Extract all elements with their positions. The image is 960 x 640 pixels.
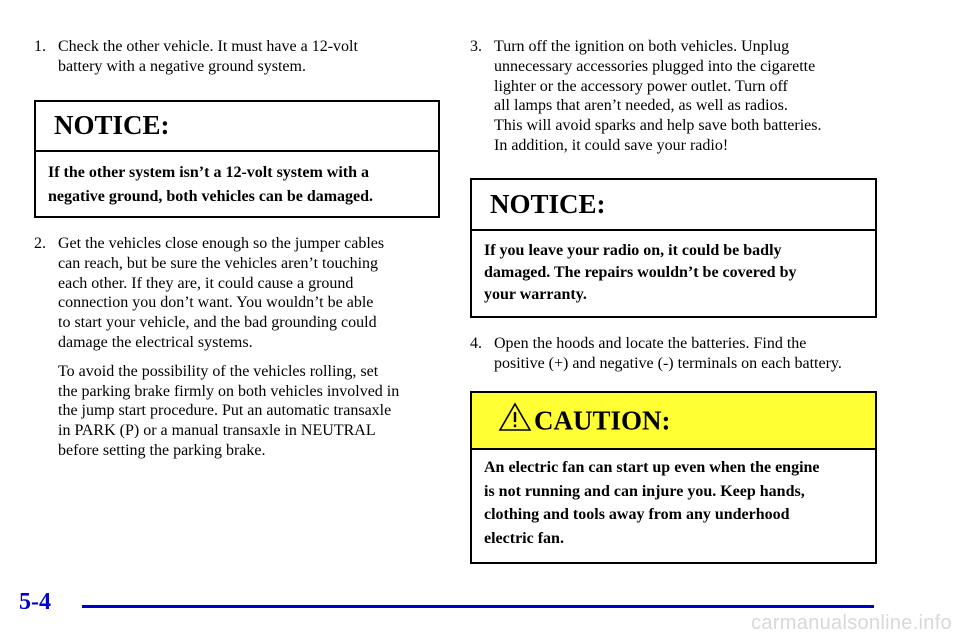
notice-text-line: negative ground, both vehicles can be damaged.	[48, 188, 374, 205]
caution-text-line: An electric fan can start up even when the engine	[484, 459, 820, 476]
footer-rule	[82, 605, 874, 608]
step-text-line: all lamps that aren’t needed, as well as radios.	[494, 97, 788, 115]
step-text-line: each other. If they are, it could cause a ground	[58, 274, 354, 292]
step-text-line: in PARK (P) or a manual transaxle in NEUTRAL	[58, 422, 376, 440]
caution-text	[472, 450, 875, 551]
step-2-paragraph-2	[58, 362, 444, 461]
step-text-line: In addition, it could save your radio!	[494, 136, 729, 154]
notice-text-line: damaged. The repairs wouldn’t be covered by	[484, 264, 797, 281]
caution-header	[472, 393, 875, 450]
notice-text-line: If you leave your radio on, it could be badly	[484, 242, 782, 259]
caution-text-line: clothing and tools away from any underhood	[484, 506, 790, 524]
caution-text-line: electric fan.	[484, 530, 564, 548]
step-text-line: can reach, but be sure the vehicles aren’t touching	[58, 254, 379, 272]
step-text-line: lighter or the accessory power outlet. Turn off	[494, 77, 788, 95]
notice-text-line: If the other system isn’t a 12-volt system with a	[48, 164, 369, 181]
step-4	[470, 334, 880, 374]
warning-triangle-icon	[498, 402, 532, 432]
step-text-line: Open the hoods and locate the batteries. Find the	[494, 335, 807, 352]
step-text-line: connection you don’t want. You wouldn’t be able	[58, 294, 374, 312]
step-text-line: Check the other vehicle. It must have a 12-volt	[58, 38, 358, 55]
caution-title: CAUTION:	[534, 405, 671, 435]
caution-text-line: is not running and can injure you. Keep hands,	[484, 482, 805, 500]
step-number: 3.	[470, 38, 482, 55]
step-text-line: To avoid the possibility of the vehicles rolling, set	[58, 362, 379, 380]
step-text-line: the parking brake firmly on both vehicles involved in	[58, 382, 400, 400]
notice-header	[472, 180, 875, 231]
step-text-line: positive (+) and negative (-) terminals on each battery.	[494, 354, 842, 372]
notice-text-line: your warranty.	[484, 286, 587, 303]
step-number: 2.	[34, 235, 46, 252]
step-text-line: battery with a negative ground system.	[58, 57, 306, 75]
caution-box	[470, 391, 877, 564]
notice-box	[34, 100, 440, 218]
notice-title: NOTICE:	[490, 188, 606, 219]
step-number: 4.	[470, 335, 482, 352]
step-1	[34, 37, 444, 77]
step-3	[470, 37, 880, 156]
step-text-line: the jump start procedure. Put an automatic transaxle	[58, 402, 392, 420]
step-text-line: Get the vehicles close enough so the jumper cables	[58, 235, 385, 252]
step-text-line: unnecessary accessories plugged into the cigarette	[494, 57, 816, 75]
step-2	[34, 234, 444, 461]
notice-header	[36, 102, 438, 152]
page-number: 5-4	[19, 589, 51, 615]
step-text-line: before setting the parking brake.	[58, 441, 266, 459]
watermark: carmanualsonline.info	[751, 612, 952, 634]
step-number: 1.	[34, 38, 46, 55]
notice-title: NOTICE:	[54, 109, 170, 140]
step-text-line: This will avoid sparks and help save both batteries.	[494, 117, 822, 135]
notice-box	[470, 178, 877, 318]
step-text-line: damage the electrical systems.	[58, 333, 253, 351]
notice-text	[472, 231, 875, 306]
notice-text	[36, 152, 438, 209]
step-text-line: to start your vehicle, and the bad grounding could	[58, 314, 377, 332]
step-text-line: Turn off the ignition on both vehicles. Unplug	[494, 38, 790, 55]
